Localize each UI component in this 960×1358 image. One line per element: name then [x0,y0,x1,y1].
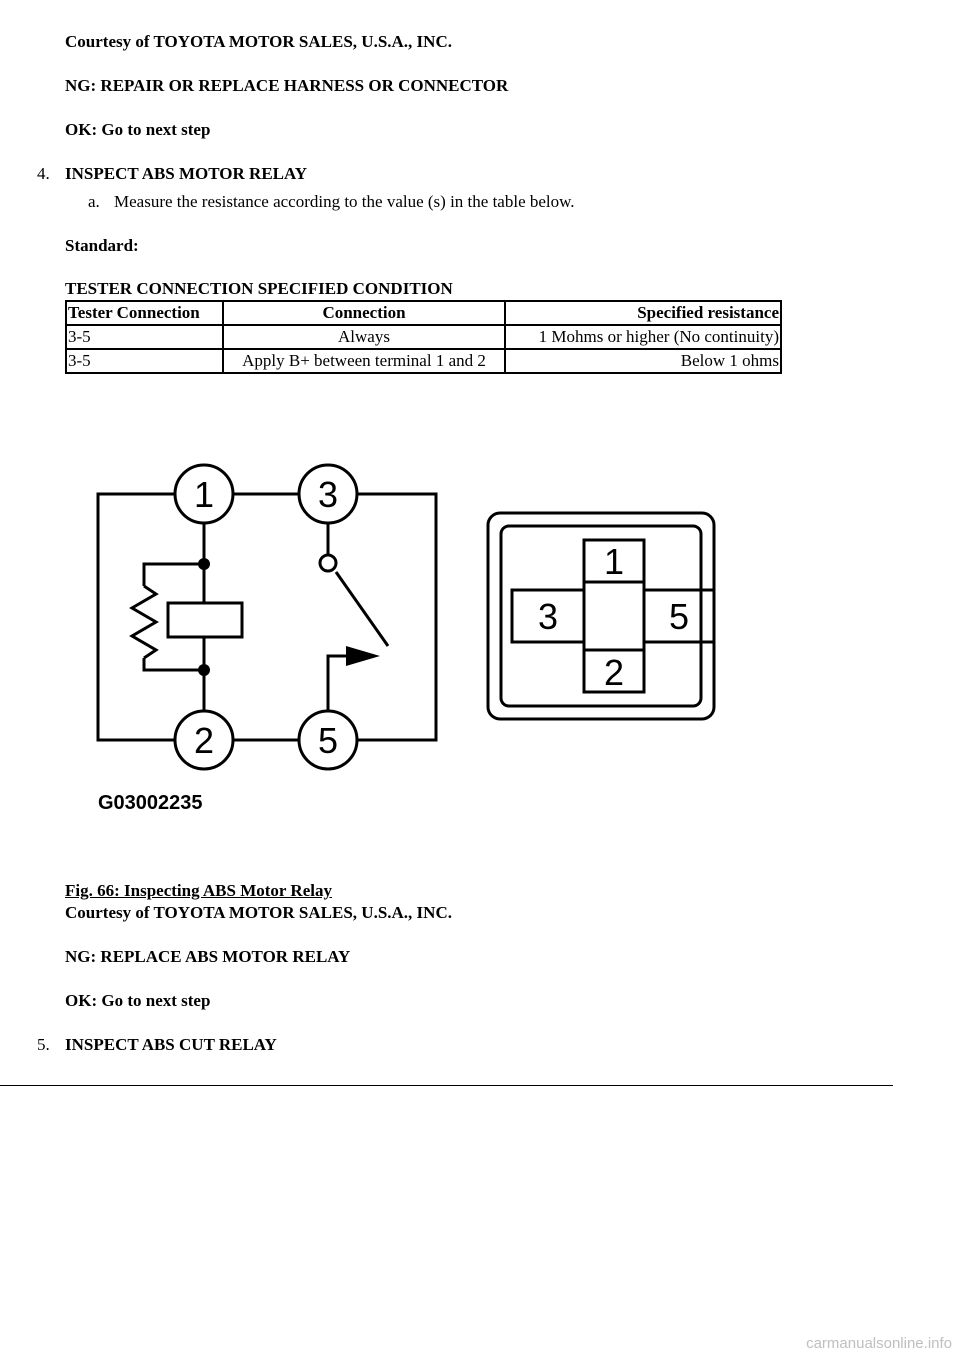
table-row [66,349,781,373]
step-4-number: 4. [37,164,50,183]
table-cell: 1 Mohms or higher (No continuity) [505,325,781,349]
step-4-title: INSPECT ABS MOTOR RELAY [65,164,308,183]
substep-letter: a. [88,192,100,211]
standard-label: Standard: [65,236,139,255]
connector-pin-2-label: 2 [603,652,625,693]
table-cell: 3-5 [66,349,223,373]
courtesy-text: Courtesy of TOYOTA MOTOR SALES, U.S.A., INC. [65,32,452,51]
table-header: Tester Connection [66,301,223,325]
step-5-title: INSPECT ABS CUT RELAY [65,1035,277,1054]
step-5-number: 5. [37,1035,50,1054]
table-header: Specified resistance [505,301,781,325]
terminal-1-label: 1 [193,474,215,515]
watermark: carmanualsonline.info [806,1335,952,1352]
terminal-2-label: 2 [193,720,215,761]
substep-text: Measure the resistance according to the value (s) in the table below. [114,192,575,211]
table-cell: 3-5 [66,325,223,349]
table-caption: TESTER CONNECTION SPECIFIED CONDITION [65,279,453,298]
page-divider [0,1085,893,1086]
table-cell: Below 1 ohms [505,349,781,373]
figure-courtesy: Courtesy of TOYOTA MOTOR SALES, U.S.A., INC. [65,903,452,922]
table-cell: Always [223,325,505,349]
table-header: Connection [223,301,505,325]
ok-result-text: OK: Go to next step [65,120,211,139]
ok-result-text: OK: Go to next step [65,991,211,1010]
specification-table [65,300,782,374]
connector-pin-5-label: 5 [668,596,690,637]
table-header-row [66,301,781,325]
terminal-5-label: 5 [317,720,339,761]
connector-pin-1-label: 1 [603,541,625,582]
figure-code: G03002235 [98,792,203,814]
figure-caption: Fig. 66: Inspecting ABS Motor Relay [65,881,332,900]
relay-diagram [88,460,728,820]
ng-result-text: NG: REPAIR OR REPLACE HARNESS OR CONNECTOR [65,76,509,95]
table-cell: Apply B+ between terminal 1 and 2 [223,349,505,373]
table-row [66,325,781,349]
connector-pin-3-label: 3 [537,596,559,637]
ng-result-text: NG: REPLACE ABS MOTOR RELAY [65,947,351,966]
terminal-3-label: 3 [317,474,339,515]
